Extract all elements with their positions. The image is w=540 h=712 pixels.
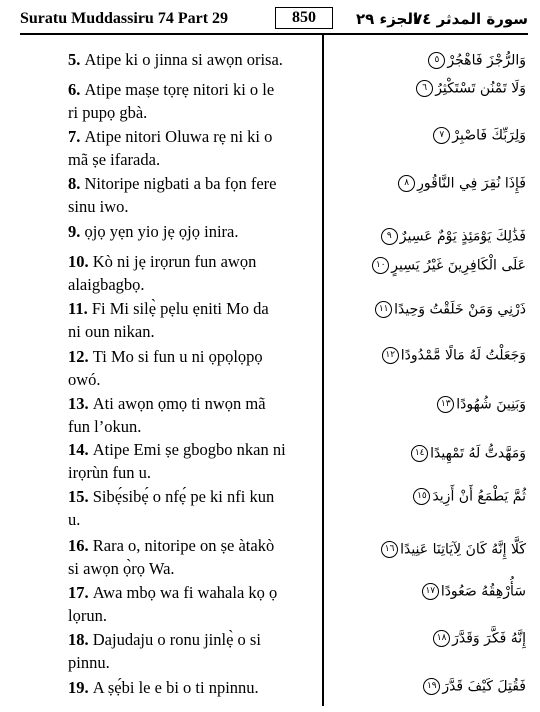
verse-number: 8. [68,174,81,193]
ayah-number-mark: ٥ [428,52,445,69]
ayah-number-mark: ٩ [381,228,398,245]
ayah-number-mark: ١١ [375,301,392,318]
verse-number: 7. [68,127,81,146]
verse-line-1 [68,534,318,557]
arabic-verse-text: وَلِرَبِّكَ فَاصْبِرْ [452,127,526,144]
verse-translation [68,676,318,699]
verse-line-1 [68,438,318,461]
verse-number: 16. [68,536,89,555]
verse-text: Kò ni jẹ irọrun fun awọn [92,252,257,271]
verse-line-1 [68,297,318,320]
verse-text-continued: mã ṣe ifarada. [68,150,161,169]
column-divider [322,34,324,706]
ayah-number-mark: ١٥ [413,488,430,505]
verse-number: 18. [68,630,89,649]
verse-line-1 [68,78,318,101]
arabic-verse [346,541,526,558]
arabic-verse-text: فَذَٰلِكَ يَوْمَئِذٍ يَوْمٌ عَسِيرٌ [399,228,526,245]
verse-translation [68,297,318,343]
ayah-number-mark: ١٣ [437,396,454,413]
ayah-number-mark: ٨ [398,175,415,192]
arabic-verse [346,175,526,192]
verse-text-continued: ni oun nikan. [68,322,155,341]
verse-translation [68,172,318,218]
arabic-verse-text: سَأُرْهِقُهُ صَعُودًا [440,583,526,600]
verse-number: 6. [68,80,81,99]
arabic-verse [346,257,526,274]
arabic-verse-text: وَلَا تَمْنُن تَسْتَكْثِرُ [435,80,526,97]
verse-text: Nitoripe nigbati a ba fọn fere [84,174,277,193]
verse-translation [68,125,318,171]
ayah-number-mark: ١٦ [381,541,398,558]
verse-text-continued: si awọn ọ̀rọ Wa. [68,559,175,578]
verse-number: 10. [68,252,89,271]
verse-text-continued: alaigbagbọ. [68,275,145,294]
ayah-number-mark: ١٧ [422,583,439,600]
arabic-verse [346,678,526,695]
ayah-number-mark: ١٩ [423,678,440,695]
verse-line-1 [68,125,318,148]
page-number: 850 [275,7,333,29]
arabic-verse-text: ثُمَّ يَطْمَعُ أَنْ أَزِيدَ [432,488,526,505]
arabic-surah-label: سورة المدثر ٧٤ [413,10,528,28]
arabic-verse-text: وَمَهَّدتُّ لَهُ تَمْهِيدًا [430,445,526,462]
arabic-verse [346,80,526,97]
arabic-verse [346,396,526,413]
arabic-verse-text: وَجَعَلْتُ لَهُ مَالًا مَّمْدُودًا [400,347,526,364]
verse-text: Atipe nitori Oluwa rẹ ni ki o [84,127,273,146]
arabic-verse-text: وَبَنِينَ شُهُودًا [456,396,526,413]
verse-line-1 [68,172,318,195]
arabic-verse-text: كَلَّا إِنَّهُ كَانَ لِآيَاتِنَا عَنِيدًا [400,541,526,558]
arabic-verse-text: فَقُتِلَ كَيْفَ قَدَّرَ [442,678,526,695]
arabic-verse [346,301,526,318]
verse-line-1 [68,345,318,368]
verse-translation [68,485,318,531]
verse-text-continued: ri pupọ gbà. [68,103,148,122]
verse-translation [68,534,318,580]
verse-translation [68,345,318,391]
verse-translation [68,48,318,71]
arabic-verse [346,127,526,144]
verse-text: Atipe maṣe tọrẹ nitori ki o le [84,80,275,99]
verse-text: Awa mbọ wa fi wahala kọ ọ [92,583,278,602]
verse-text: A ṣẹ́bi le e bi o ti npinnu. [92,678,259,697]
verse-translation [68,250,318,296]
verse-number: 11. [68,299,88,318]
verse-line-1 [68,220,318,243]
verse-line-1 [68,392,318,415]
arabic-verse-text: ذَرْنِي وَمَنْ خَلَقْتُ وَحِيدًا [394,301,526,318]
arabic-verse [346,630,526,647]
verse-text: Sibẹ́sibẹ́ o nfẹ́ pe ki nfi kun [92,487,275,506]
arabic-part-label: الجزء ٢٩ [356,10,419,28]
verse-text-continued: u. [68,510,81,529]
verse-text-continued: owó. [68,370,101,389]
verse-text: Rara o, nitoripe on ṣe àtakò [92,536,275,555]
ayah-number-mark: ١٤ [411,445,428,462]
arabic-verse-text: إِنَّهُ فَكَّرَ وَقَدَّرَ [452,630,526,647]
arabic-verse-text: عَلَى الْكَافِرِينَ غَيْرُ يَسِيرٍ [391,257,526,274]
ayah-number-mark: ١٨ [433,630,450,647]
verse-line-1 [68,628,318,651]
verse-text: Ati awọn ọmọ ti nwọn mã [92,394,266,413]
verse-translation [68,438,318,484]
verse-text-continued: irọrùn fun u. [68,463,151,482]
verse-text: Dajudaju o ronu jinlẹ̀ o si [92,630,261,649]
verse-line-1 [68,250,318,273]
verse-number: 15. [68,487,89,506]
ayah-number-mark: ٧ [433,127,450,144]
verse-number: 12. [68,347,89,366]
arabic-verse-text: وَالرُّجْزَ فَاهْجُرْ [447,52,526,69]
verse-translation [68,628,318,674]
verse-text: ọjọ yẹn yio jẹ ọjọ inira. [84,222,239,241]
arabic-verse [346,488,526,505]
surah-part-title: Suratu Muddassiru 74 Part 29 [20,10,229,27]
arabic-verse [346,52,526,69]
verse-text-continued: pinnu. [68,653,110,672]
verse-text-continued: sinu iwo. [68,197,129,216]
verse-number: 19. [68,678,89,697]
verse-text: Atipe ki o jinna si awọn orisa. [84,50,283,69]
ayah-number-mark: ٦ [416,80,433,97]
verse-text-continued: lọrun. [68,606,107,625]
verse-number: 9. [68,222,81,241]
verse-translation [68,581,318,627]
verse-translation [68,220,318,243]
verse-translation [68,78,318,124]
verse-number: 5. [68,50,81,69]
ayah-number-mark: ١٠ [372,257,389,274]
arabic-verse [346,347,526,364]
verse-text: Atipe Emi ṣe gbogbo nkan ni [92,440,286,459]
arabic-verse-text: فَإِذَا نُقِرَ فِي النَّاقُورِ [417,175,526,192]
verse-number: 13. [68,394,89,413]
ayah-number-mark: ١٢ [382,347,399,364]
verse-translation [68,392,318,438]
arabic-verse [346,228,526,245]
page-header [20,7,528,35]
arabic-verse [346,583,526,600]
verse-line-1 [68,581,318,604]
verse-text: Ti Mo si fun u ni ọpọlọpọ [92,347,263,366]
verse-line-1 [68,485,318,508]
verse-number: 14. [68,440,89,459]
verse-line-1 [68,48,318,71]
verse-number: 17. [68,583,89,602]
arabic-verse [346,445,526,462]
verse-line-1 [68,676,318,699]
verse-text: Fi Mi silẹ̀ pẹlu ẹniti Mo da [91,299,269,318]
verse-text-continued: fun l’okun. [68,417,142,436]
